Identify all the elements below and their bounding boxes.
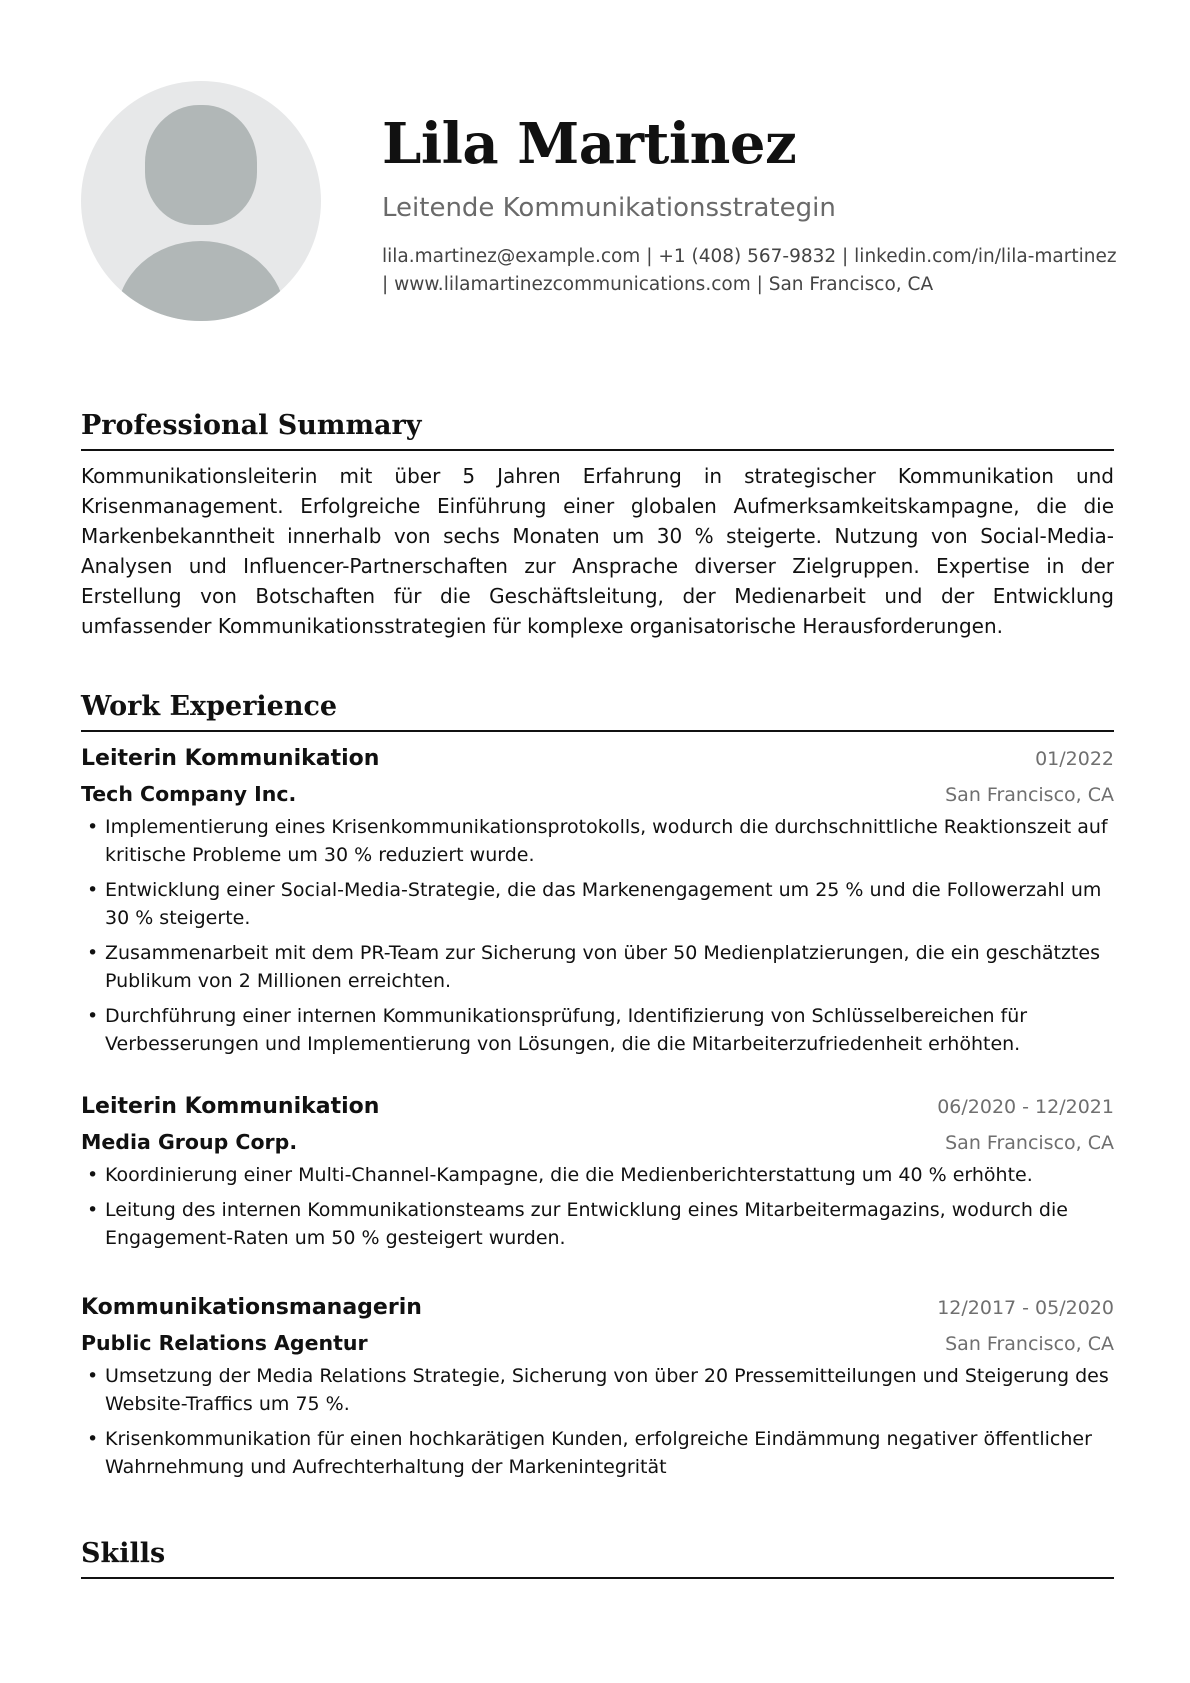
avatar-placeholder-icon xyxy=(81,81,321,321)
job-bullet-list xyxy=(81,1362,1114,1481)
job-bullet: • Koordinierung einer Multi-Channel-Kampagne, die die Medienberichterstattung um 40 % erhöhte. xyxy=(81,1161,1114,1189)
job-date: 01/2022 xyxy=(1035,748,1114,770)
job-header-row xyxy=(81,741,1114,777)
job-company: Public Relations Agentur xyxy=(81,1331,368,1355)
job-entry xyxy=(81,1290,1114,1488)
job-company: Tech Company Inc. xyxy=(81,782,297,806)
job-bullet-list xyxy=(81,813,1114,1058)
contact-line: lila.martinez@example.com | +1 (408) 567-9832 | linkedin.com/in/lila-martinez | www.lilamartinezcommunications.com | San Francisco, CA xyxy=(382,246,1117,295)
section-title-summary: Professional Summary xyxy=(81,407,1114,451)
job-date: 12/2017 - 05/2020 xyxy=(937,1297,1114,1319)
job-company-row xyxy=(81,1125,1114,1159)
summary-text: Kommunikationsleiterin mit über 5 Jahren Erfahrung in strategischer Kommunikation und Krisenmanagement. Erfolgreiche Einführung einer globalen Aufmerksamkeitskampagne, die die Markenbekanntheit innerhalb von sechs Monaten um 30 % steigerte. Nutzung von Social-Media-Analysen und Influencer-Partnerschaften zur Ansprache diverser Zielgruppen. Expertise in der Erstellung von Botschaften für die Geschäftsleitung, der Medienarbeit und der Entwicklung umfassender Kommunikationsstrategien für komplexe organisatorische Herausforderungen. xyxy=(81,464,1114,638)
job-company: Media Group Corp. xyxy=(81,1130,298,1154)
job-company-row xyxy=(81,1326,1114,1360)
job-bullet: • Entwicklung einer Social-Media-Strategie, die das Markenengagement um 25 % und die Followerzahl um 30 % steigerte. xyxy=(81,876,1114,932)
job-bullet: • Leitung des internen Kommunikationsteams zur Entwicklung eines Mitarbeitermagazins, wodurch die Engagement-Raten um 50 % gesteigert wurden. xyxy=(81,1196,1114,1252)
job-location: San Francisco, CA xyxy=(945,1132,1114,1154)
job-bullet: • Krisenkommunikation für einen hochkarätigen Kunden, erfolgreiche Eindämmung negativer öffentlicher Wahrnehmung und Aufrechterhaltung der Markenintegrität xyxy=(81,1425,1114,1481)
job-date: 06/2020 - 12/2021 xyxy=(937,1096,1114,1118)
job-company-row xyxy=(81,777,1114,811)
job-header-row xyxy=(81,1089,1114,1125)
avatar-head-shape xyxy=(145,105,257,225)
section-title-skills: Skills xyxy=(81,1535,1114,1579)
job-title: Leiterin Kommunikation xyxy=(81,1094,380,1119)
job-title: Kommunikationsmanagerin xyxy=(81,1295,422,1320)
job-bullet: • Implementierung eines Krisenkommunikationsprotokolls, wodurch die durchschnittliche Reaktionszeit auf kritische Probleme um 30 % reduziert wurde. xyxy=(81,813,1114,869)
job-bullet: • Umsetzung der Media Relations Strategie, Sicherung von über 20 Pressemitteilungen und Steigerung des Website-Traffics um 75 %. xyxy=(81,1362,1114,1418)
avatar-body-shape xyxy=(117,241,285,321)
job-bullet: • Zusammenarbeit mit dem PR-Team zur Sicherung von über 50 Medienplatzierungen, die ein geschätztes Publikum von 2 Millionen erreichten. xyxy=(81,939,1114,995)
job-header-row xyxy=(81,1290,1114,1326)
person-name: Lila Martinez xyxy=(382,111,797,177)
job-bullet-list xyxy=(81,1161,1114,1252)
job-bullet: • Durchführung einer internen Kommunikationsprüfung, Identifizierung von Schlüsselbereichen für Verbesserungen und Implementierung von Lösungen, die die Mitarbeiterzufriedenheit erhöhten. xyxy=(81,1002,1114,1058)
job-entry xyxy=(81,741,1114,1065)
job-location: San Francisco, CA xyxy=(945,784,1114,806)
person-job-title: Leitende Kommunikationsstrategin xyxy=(382,193,836,223)
job-title: Leiterin Kommunikation xyxy=(81,746,380,771)
job-entry xyxy=(81,1089,1114,1259)
section-title-experience: Work Experience xyxy=(81,688,1114,732)
job-location: San Francisco, CA xyxy=(945,1333,1114,1355)
